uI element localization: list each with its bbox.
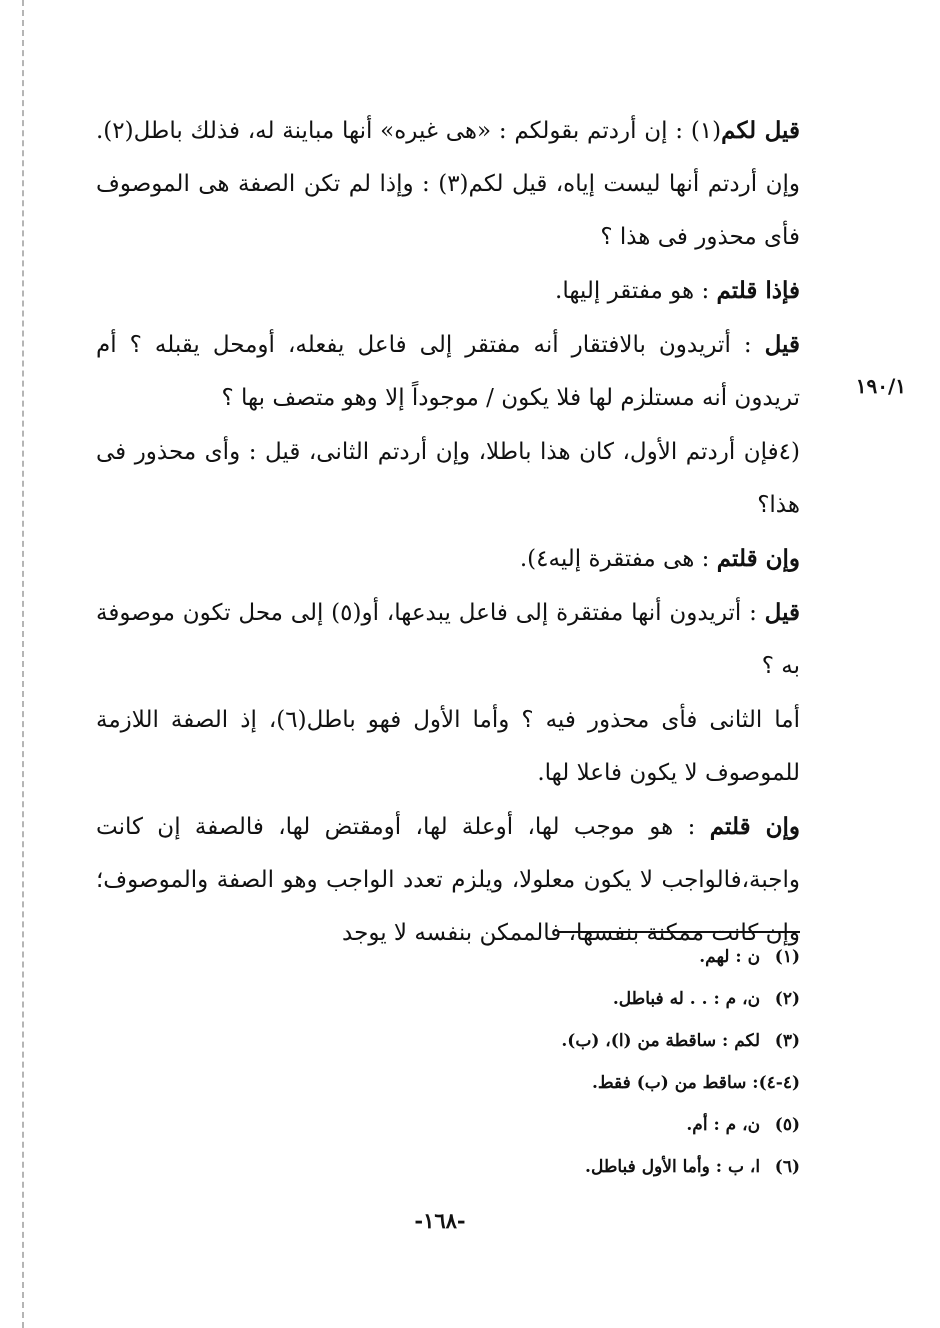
footnote-text: لكم : ساقطة من (ا)، (ب). — [561, 1031, 761, 1051]
footnote-5 — [420, 1104, 800, 1146]
paragraph-text: : هو مفتقر إليها. — [555, 278, 717, 304]
footnote-text: ن، م : أم. — [686, 1115, 761, 1135]
paragraph-text: (٤فإن أردتم الأول، كان هذا باطلا، وإن أردتم الثانى، قيل : وأى محذور فى هذا؟ — [96, 439, 800, 518]
page-number: -١٦٨- — [414, 1208, 466, 1233]
paragraph-lead: وإن قلتم — [709, 813, 801, 840]
binding-edge-line — [22, 0, 24, 1328]
footnote-number: (٤-٤) — [758, 1073, 800, 1093]
footnotes — [420, 936, 800, 1188]
paragraph-7 — [96, 693, 800, 800]
paragraph-lead: فإذا قلتم — [716, 277, 800, 304]
footnote-text: ن : لهم. — [699, 947, 761, 967]
paragraph-4 — [96, 425, 800, 532]
footnote-number: (١) — [774, 947, 800, 967]
footnote-text: ن، م : . . له فباطل. — [612, 989, 761, 1009]
paragraph-text: (١) : إن أردتم بقولكم : «هى غيره» أنها مباينة له، فذلك باطل(٢). وإن أردتم أنها ليست إياه، قيل لكم(٣) : وإذا لم تكن الصفة هى الموصوف فأى محذور فى هذا ؟ — [96, 118, 800, 250]
footnote-number: (٥) — [774, 1115, 800, 1135]
paragraph-text: : هو موجب لها، أوعلة لها، أومقتض لها، فالصفة إن كانت واجبة،فالواجب لا يكون معلولا، ويلزم تعدد الواجب وهو الصفة والموصوف؛ وإن كانت ممكنة بنفسها، فالممكن بنفسه لا يوجد — [96, 814, 800, 946]
footnote-divider — [558, 931, 800, 933]
paragraph-text: أما الثانى فأى محذور فيه ؟ وأما الأول فهو باطل(٦)، إذ الصفة اللازمة للموصوف لا يكون فاعلا لها. — [96, 707, 800, 786]
main-text — [96, 104, 800, 960]
paragraph-6 — [96, 586, 800, 693]
paragraph-1 — [96, 104, 800, 264]
paragraph-text: : هى مفتقرة إليه٤). — [519, 546, 717, 572]
footnote-text: ا، ب : وأما الأول فباطل. — [585, 1157, 761, 1177]
footnote-number: (٦) — [774, 1157, 800, 1177]
footnote-2 — [420, 978, 800, 1020]
footnote-number: (٣) — [774, 1031, 800, 1051]
paragraph-2 — [96, 264, 800, 318]
footnote-6 — [420, 1146, 800, 1188]
footnote-number: (٢) — [774, 989, 800, 1009]
paragraph-lead: قيل — [764, 331, 800, 358]
paragraph-lead: وإن قلتم — [716, 545, 800, 572]
footnote-1 — [420, 936, 800, 978]
paragraph-5 — [96, 532, 800, 586]
margin-reference: ١٩٠/١ — [855, 374, 906, 398]
paragraph-text: : أتريدون بالافتقار أنه مفتقر إلى فاعل يفعله، أومحل يقبله ؟ أم تريدون أنه مستلزم لها فلا يكون / موجوداً إلا وهو متصف بها ؟ — [96, 332, 800, 411]
paragraph-lead: قيل — [764, 599, 801, 626]
footnote-3 — [420, 1020, 800, 1062]
paragraph-3 — [96, 318, 800, 425]
paragraph-text: : أتريدون أنها مفتقرة إلى فاعل يبدعها، أو(٥) إلى محل تكون موصوفة به ؟ — [96, 600, 800, 679]
footnote-4 — [420, 1062, 800, 1104]
footnote-text: : ساقط من (ب) فقط. — [592, 1073, 759, 1093]
paragraph-lead: قيل لكم — [721, 117, 800, 144]
